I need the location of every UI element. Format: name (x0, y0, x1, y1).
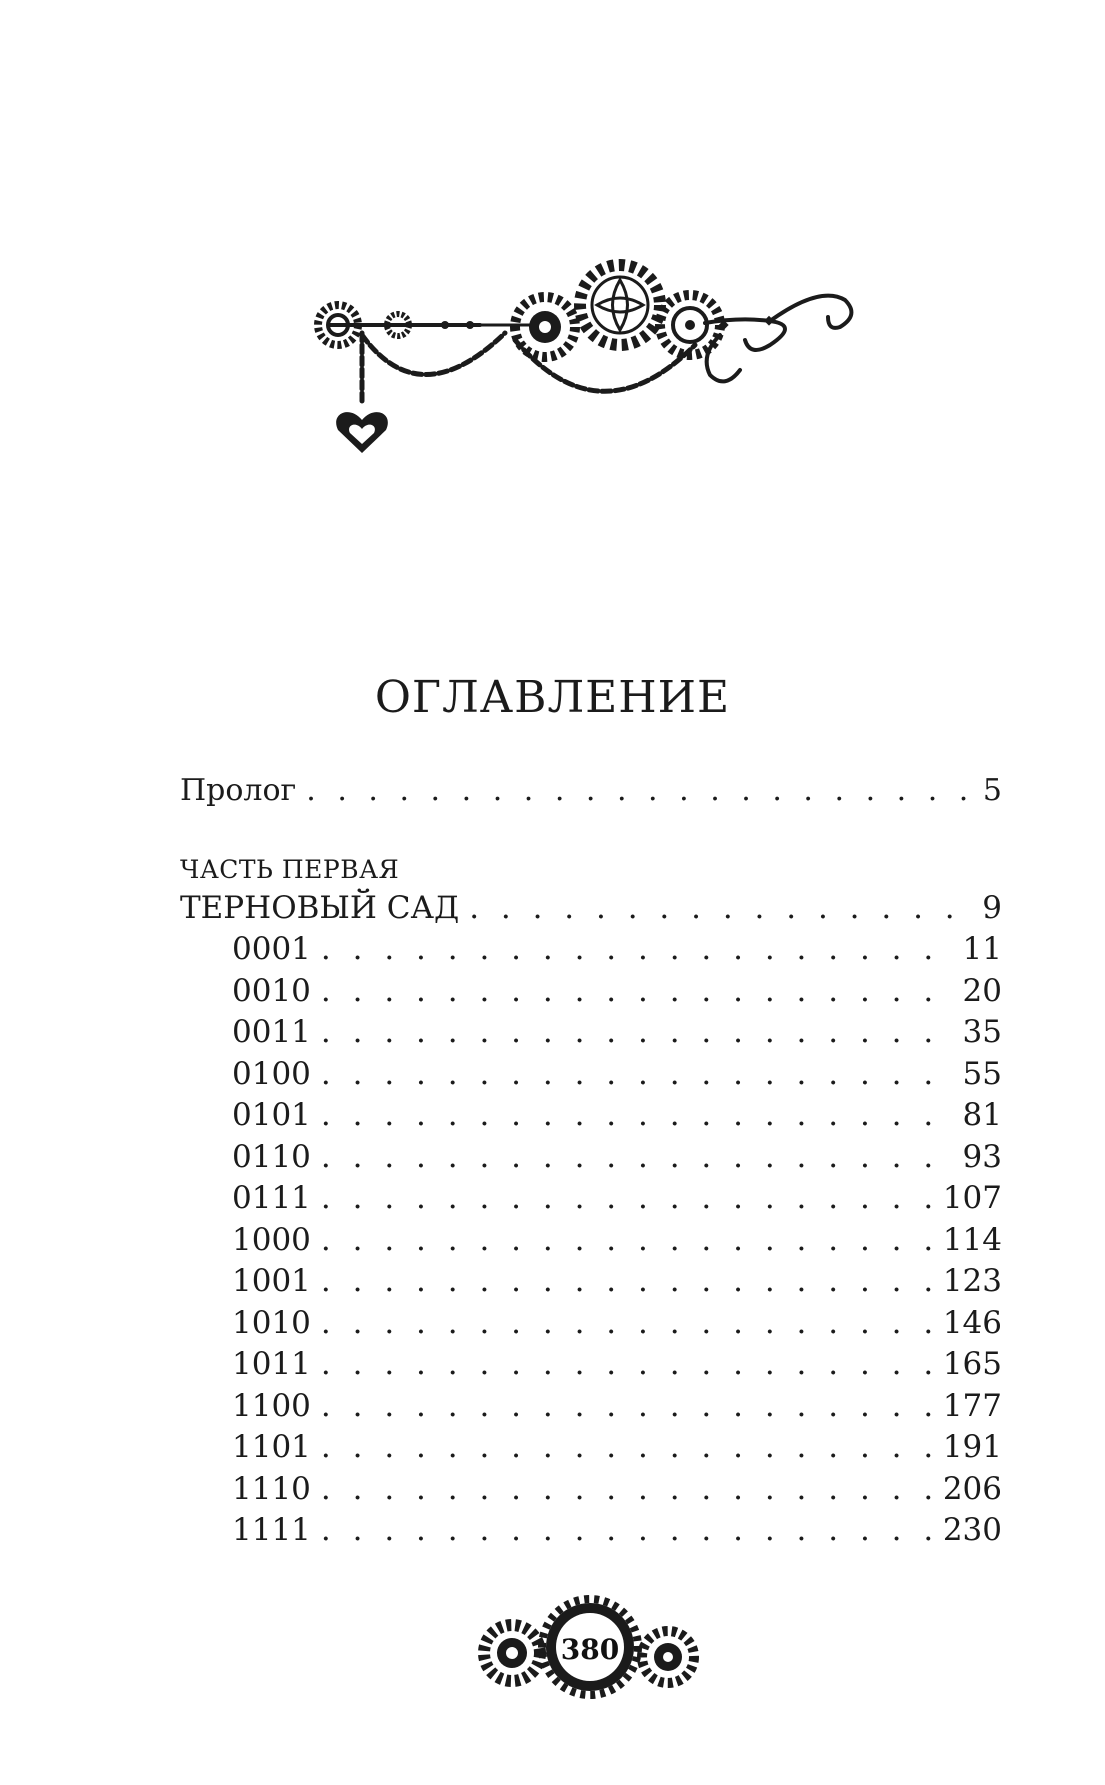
toc-entry-page: 93 (962, 1138, 1002, 1175)
toc-entry-chapter[interactable] (180, 1054, 1002, 1096)
toc-entry-page: 165 (942, 1346, 1002, 1382)
toc-entry-label: 0011 (232, 1014, 311, 1050)
toc-entry-page: 81 (962, 1097, 1002, 1133)
toc-entry-chapter[interactable] (180, 1178, 1002, 1220)
table-of-contents (180, 770, 1002, 1552)
page-title: ОГЛАВЛЕНИЕ (374, 672, 731, 723)
toc-entry-label: 1101 (232, 1429, 311, 1465)
toc-entry-label: 1110 (232, 1470, 311, 1507)
toc-entry-label: ТЕРНОВЫЙ САД (180, 889, 460, 926)
dot-leader (321, 1178, 937, 1220)
chapter-list (180, 929, 1002, 1552)
dot-leader (321, 1054, 957, 1096)
toc-entry-chapter[interactable] (180, 1261, 1002, 1303)
gear-chain-ornament-icon (300, 255, 880, 455)
dot-leader (321, 971, 957, 1013)
toc-entry-page: 5 (982, 773, 1002, 808)
toc-entry-label: 1000 (232, 1221, 311, 1258)
dot-leader (321, 1386, 937, 1428)
toc-entry-chapter[interactable] (180, 1137, 1002, 1179)
toc-entry-label: 0001 (232, 931, 311, 967)
toc-entry-page: 191 (942, 1429, 1002, 1465)
toc-entry-chapter[interactable] (180, 1303, 1002, 1345)
toc-entry-prologue[interactable] (180, 770, 1002, 812)
dot-leader (306, 770, 977, 812)
toc-entry-label: 1010 (232, 1304, 311, 1341)
dot-leader (321, 1261, 937, 1303)
toc-entry-chapter[interactable] (180, 1386, 1002, 1428)
toc-entry-label: 1100 (232, 1387, 311, 1424)
toc-entry-page: 146 (942, 1304, 1002, 1341)
part-label: ЧАСТЬ ПЕРВАЯ (180, 854, 400, 884)
toc-entry-label: 0010 (232, 972, 311, 1009)
toc-entry-chapter[interactable] (180, 1427, 1002, 1469)
toc-entry-page: 35 (962, 1014, 1002, 1050)
toc-entry-page: 206 (942, 1470, 1002, 1507)
toc-entry-chapter[interactable] (180, 1220, 1002, 1262)
heart-pendant-icon (336, 412, 388, 453)
toc-entry-page: 177 (942, 1387, 1002, 1424)
dot-leader (321, 1095, 957, 1137)
dot-leader (321, 1220, 937, 1262)
right-bottom-gear-icon (642, 1631, 694, 1683)
dot-leader (321, 1137, 957, 1179)
toc-entry-label: 1111 (232, 1512, 311, 1548)
toc-entry-page: 20 (962, 972, 1002, 1009)
dot-leader (321, 1012, 957, 1054)
toc-entry-label: Пролог (180, 773, 297, 808)
dot-leader (321, 1510, 937, 1552)
toc-entry-chapter[interactable] (180, 1510, 1002, 1552)
toc-entry-chapter[interactable] (180, 971, 1002, 1013)
toc-entry-chapter[interactable] (180, 1344, 1002, 1386)
dot-leader (321, 1303, 937, 1345)
toc-entry-label: 1001 (232, 1263, 311, 1299)
toc-entry-page: 123 (942, 1263, 1002, 1299)
toc-entry-label: 0100 (232, 1055, 311, 1092)
page-number: 380 (560, 1633, 620, 1666)
toc-entry-page: 107 (942, 1180, 1002, 1216)
toc-entry-label: 0101 (232, 1097, 311, 1133)
flower-gear-icon (580, 265, 660, 345)
toc-entry-page: 230 (942, 1512, 1002, 1548)
toc-entry-page: 11 (962, 931, 1002, 967)
dot-leader (321, 1469, 937, 1511)
toc-entry-chapter[interactable] (180, 1469, 1002, 1511)
dot-leader (321, 1427, 937, 1469)
toc-entry-label: 0110 (232, 1138, 311, 1175)
dot-leader (469, 888, 976, 930)
toc-entry-label: 1011 (232, 1346, 311, 1382)
toc-entry-part[interactable] (180, 888, 1002, 930)
left-bottom-gear-icon (484, 1625, 540, 1681)
toc-entry-label: 0111 (232, 1180, 311, 1216)
toc-entry-page: 55 (962, 1055, 1002, 1092)
toc-entry-chapter[interactable] (180, 929, 1002, 971)
toc-entry-page: 9 (982, 889, 1002, 926)
toc-entry-page: 114 (942, 1221, 1002, 1258)
toc-entry-chapter[interactable] (180, 1095, 1002, 1137)
toc-entry-chapter[interactable] (180, 1012, 1002, 1054)
dot-leader (321, 1344, 937, 1386)
dot-leader (321, 929, 957, 971)
